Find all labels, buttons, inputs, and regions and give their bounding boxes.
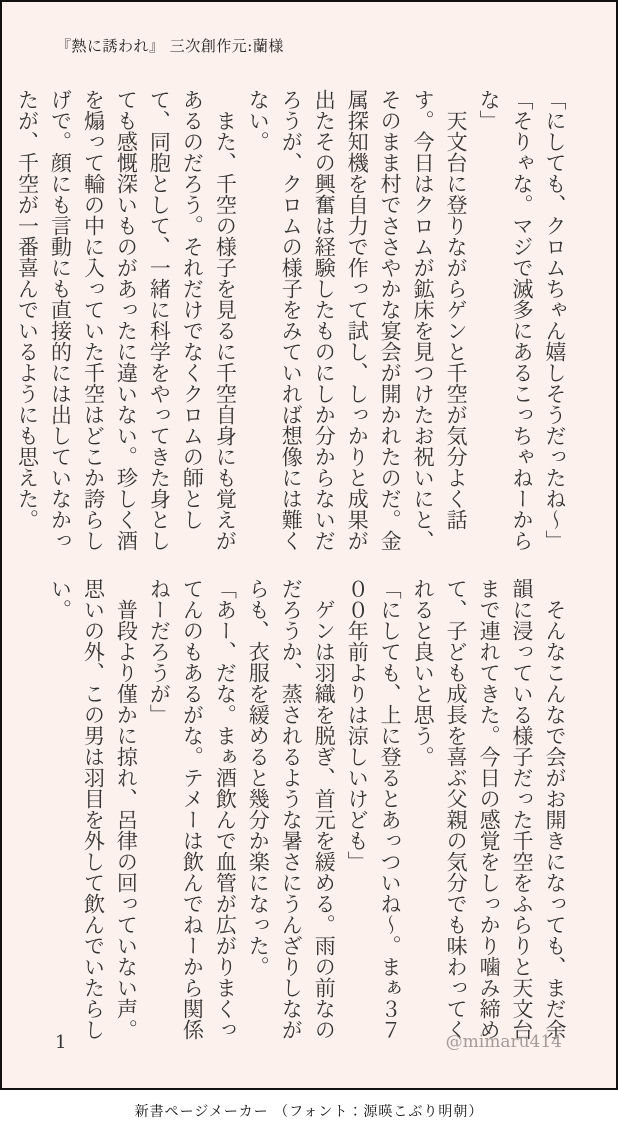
footer-credit: 新書ページメーカー （フォント：源暎こぶり明朝） (134, 1104, 484, 1120)
text-block-top (11, 89, 571, 553)
paragraph-narrative: そんなこんなで会がお開きになっても、まだ余韻に浸っている様子だった千空をふらりと天文台まで連れてきた。今日の感覚をしっかり噛み締めて、子ども成長を喜ぶ父親の気分でも味わってくれると良いと思う。 (411, 578, 567, 1040)
text-block-bottom (44, 578, 572, 1040)
paragraph-dialogue: 「あー、だな。まぁ酒飲んで血管が広がりまくってんのもあるがな。テメーは飲んでねーから関係ねーだろうが」 (147, 578, 238, 1040)
paragraph-narrative: 天文台に登りながらゲンと千空が気分よく話す。今日はクロムが鉱床を見つけたお祝いにと、そのまま村でささやかな宴会が開かれたのだ。金属探知機を自力で作って試し、しっかりと成果が出たその興奮は経験したものにしか分からないだろうが、クロムの様子をみていれば想像には難くない。 (246, 89, 469, 551)
paragraph-dialogue: 「そりゃな。マジで滅多にあるこっちゃねーからな」 (477, 89, 535, 551)
paragraph-narrative: また、千空の様子を見るに千空自身にも覚えがあるのだろう。それだけでなくクロムの師として、同胞として、一緒に科学をやってきた身としても感慨深いものがあったに違いない。珍しく酒を煽って輪の中に入っていた千空はどこか誇らしげで。顔にも言動にも直接的には出していなかったが、千空が一番喜んでいるようにも思えた。 (15, 89, 238, 551)
paragraph-dialogue: 「にしても、上に登るとあっついね〜。まぁ３７００年前よりは涼しいけども」 (345, 578, 403, 1040)
page-number: 1 (55, 1032, 67, 1053)
paragraph-narrative: ゲンは羽織を脱ぎ、首元を緩める。雨の前なのだろうか、蒸されるような暑さにうんざりしながらも、衣服を緩めると幾分か楽になった。 (246, 578, 337, 1040)
paragraph-dialogue: 「にしても、クロムちゃん嬉しそうだったね〜」 (543, 89, 567, 551)
paragraph-narrative: 普段より僅かに掠れ、呂律の回っていない声。思いの外、この男は羽目を外して飲んでいたらしい。 (48, 578, 139, 1040)
page-header-title: 『熱に誘われ』 三次創作元:蘭様 (56, 37, 284, 55)
author-handle: @mimaru414 (445, 1032, 562, 1052)
